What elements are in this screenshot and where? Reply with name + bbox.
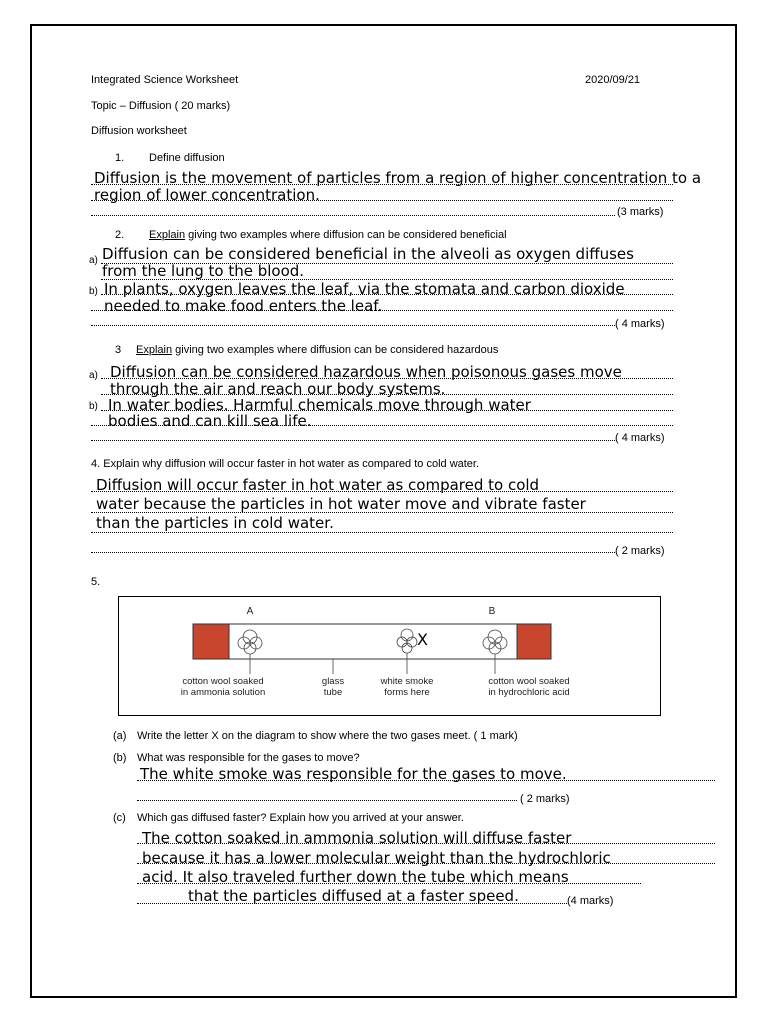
ammonia-plug xyxy=(193,624,229,659)
q2-prompt-explain: Explain xyxy=(149,229,186,241)
diffusion-tube-diagram xyxy=(118,596,661,716)
q5c-prompt: Which gas diffused faster? Explain how you arrived at your answer. xyxy=(137,812,464,824)
worksheet-subtitle: Diffusion worksheet xyxy=(91,125,187,137)
caption-left-1: cotton wool soaked xyxy=(182,676,264,687)
q3-a-answer-line-1: Diffusion can be considered hazardous when poisonous gases move xyxy=(110,363,622,381)
topic-line: Topic – Diffusion ( 20 marks) xyxy=(91,100,231,112)
answer-line xyxy=(137,800,517,801)
q5-number: 5. xyxy=(91,576,101,588)
q1-answer-line-1: Diffusion is the movement of particles from a region of higher concentration to a xyxy=(94,169,702,187)
q2-b-answer-line-1: In plants, oxygen leaves the leaf, via the stomata and carbon dioxide xyxy=(104,280,625,298)
q4-prompt: 4. Explain why diffusion will occur faster in hot water as compared to cold water. xyxy=(91,458,480,470)
q4-answer-line-1: Diffusion will occur faster in hot water as compared to cold xyxy=(96,476,540,494)
end-label-b: B xyxy=(488,606,496,617)
caption-glass-2: tube xyxy=(323,687,343,698)
q2-prompt-rest: giving two examples where diffusion can be considered beneficial xyxy=(185,229,507,241)
q5a-prompt: Write the letter X on the diagram to show where the two gases meet. ( 1 mark) xyxy=(137,730,518,742)
q3-prompt xyxy=(136,343,498,357)
q2-a-answer-line-1: Diffusion can be considered beneficial in the alveoli as oxygen diffuses xyxy=(102,245,634,263)
worksheet-date: 2020/09/21 xyxy=(585,74,641,86)
q3-prompt-rest: giving two examples where diffusion can be considered hazardous xyxy=(172,344,499,356)
q5b-label: (b) xyxy=(113,752,127,764)
q3-number: 3 xyxy=(115,344,122,356)
q3-b-label: b) xyxy=(89,401,98,412)
q5c-label: (c) xyxy=(113,812,126,824)
caption-smoke-1: white smoke xyxy=(380,676,434,687)
q3-a-label: a) xyxy=(89,370,98,381)
caption-left-2: in ammonia solution xyxy=(180,687,266,698)
q5c-answer-line-3: acid. It also traveled further down the tube which means xyxy=(142,868,569,886)
q2-b-answer-line-2: needed to make food enters the leaf. xyxy=(104,297,383,315)
answer-line xyxy=(91,215,615,216)
answer-line xyxy=(91,552,615,553)
q2-prompt xyxy=(149,228,507,242)
q2-a-answer-line-2: from the lung to the blood. xyxy=(102,262,305,280)
q4-answer-line-2: water because the particles in hot water move and vibrate faster xyxy=(96,495,586,513)
hydrochloric-plug xyxy=(517,624,551,659)
q1-number: 1. xyxy=(115,152,125,164)
answer-line xyxy=(91,532,673,533)
meeting-point-x: X xyxy=(417,630,428,649)
q5c-answer-line-4: that the particles diffused at a faster speed. xyxy=(188,887,519,905)
q5b-marks: ( 2 marks) xyxy=(520,793,570,805)
q5b-prompt: What was responsible for the gases to move? xyxy=(137,752,360,764)
answer-line xyxy=(91,325,615,326)
q1-marks: (3 marks) xyxy=(617,206,664,218)
q3-b-answer-line-2: bodies and can kill sea life. xyxy=(108,412,312,430)
q3-b-answer-line-1: In water bodies. Harmful chemicals move through water xyxy=(108,396,531,414)
caption-smoke-2: forms here xyxy=(384,687,430,698)
q5b-answer: The white smoke was responsible for the gases to move. xyxy=(140,765,567,783)
q2-number: 2. xyxy=(115,229,125,241)
answer-line xyxy=(91,440,615,441)
q5c-marks: (4 marks) xyxy=(567,895,614,907)
caption-right-2: in hydrochloric acid xyxy=(488,687,570,698)
q1-answer-line-2: region of lower concentration. xyxy=(94,186,320,204)
q4-answer-line-3: than the particles in cold water. xyxy=(96,514,334,532)
q2-a-label: a) xyxy=(89,255,98,266)
q4-marks: ( 2 marks) xyxy=(615,545,665,557)
q2-marks: ( 4 marks) xyxy=(615,318,665,330)
q3-prompt-explain: Explain xyxy=(136,344,173,356)
end-label-a: A xyxy=(246,606,254,617)
q5c-answer-line-2: because it has a lower molecular weight than the hydrochloric xyxy=(142,849,611,867)
caption-right-1: cotton wool soaked xyxy=(488,676,570,687)
q3-marks: ( 4 marks) xyxy=(615,432,665,444)
q1-prompt: Define diffusion xyxy=(149,152,225,164)
worksheet-title: Integrated Science Worksheet xyxy=(91,74,239,86)
caption-glass-1: glass xyxy=(321,676,345,687)
q2-b-label: b) xyxy=(89,286,98,297)
tube-illustration xyxy=(119,597,662,717)
q5c-answer-line-1: The cotton soaked in ammonia solution will diffuse faster xyxy=(142,829,572,847)
q5a-label: (a) xyxy=(113,730,127,742)
q3-a-answer-line-2: through the air and reach our body systems. xyxy=(110,380,446,398)
